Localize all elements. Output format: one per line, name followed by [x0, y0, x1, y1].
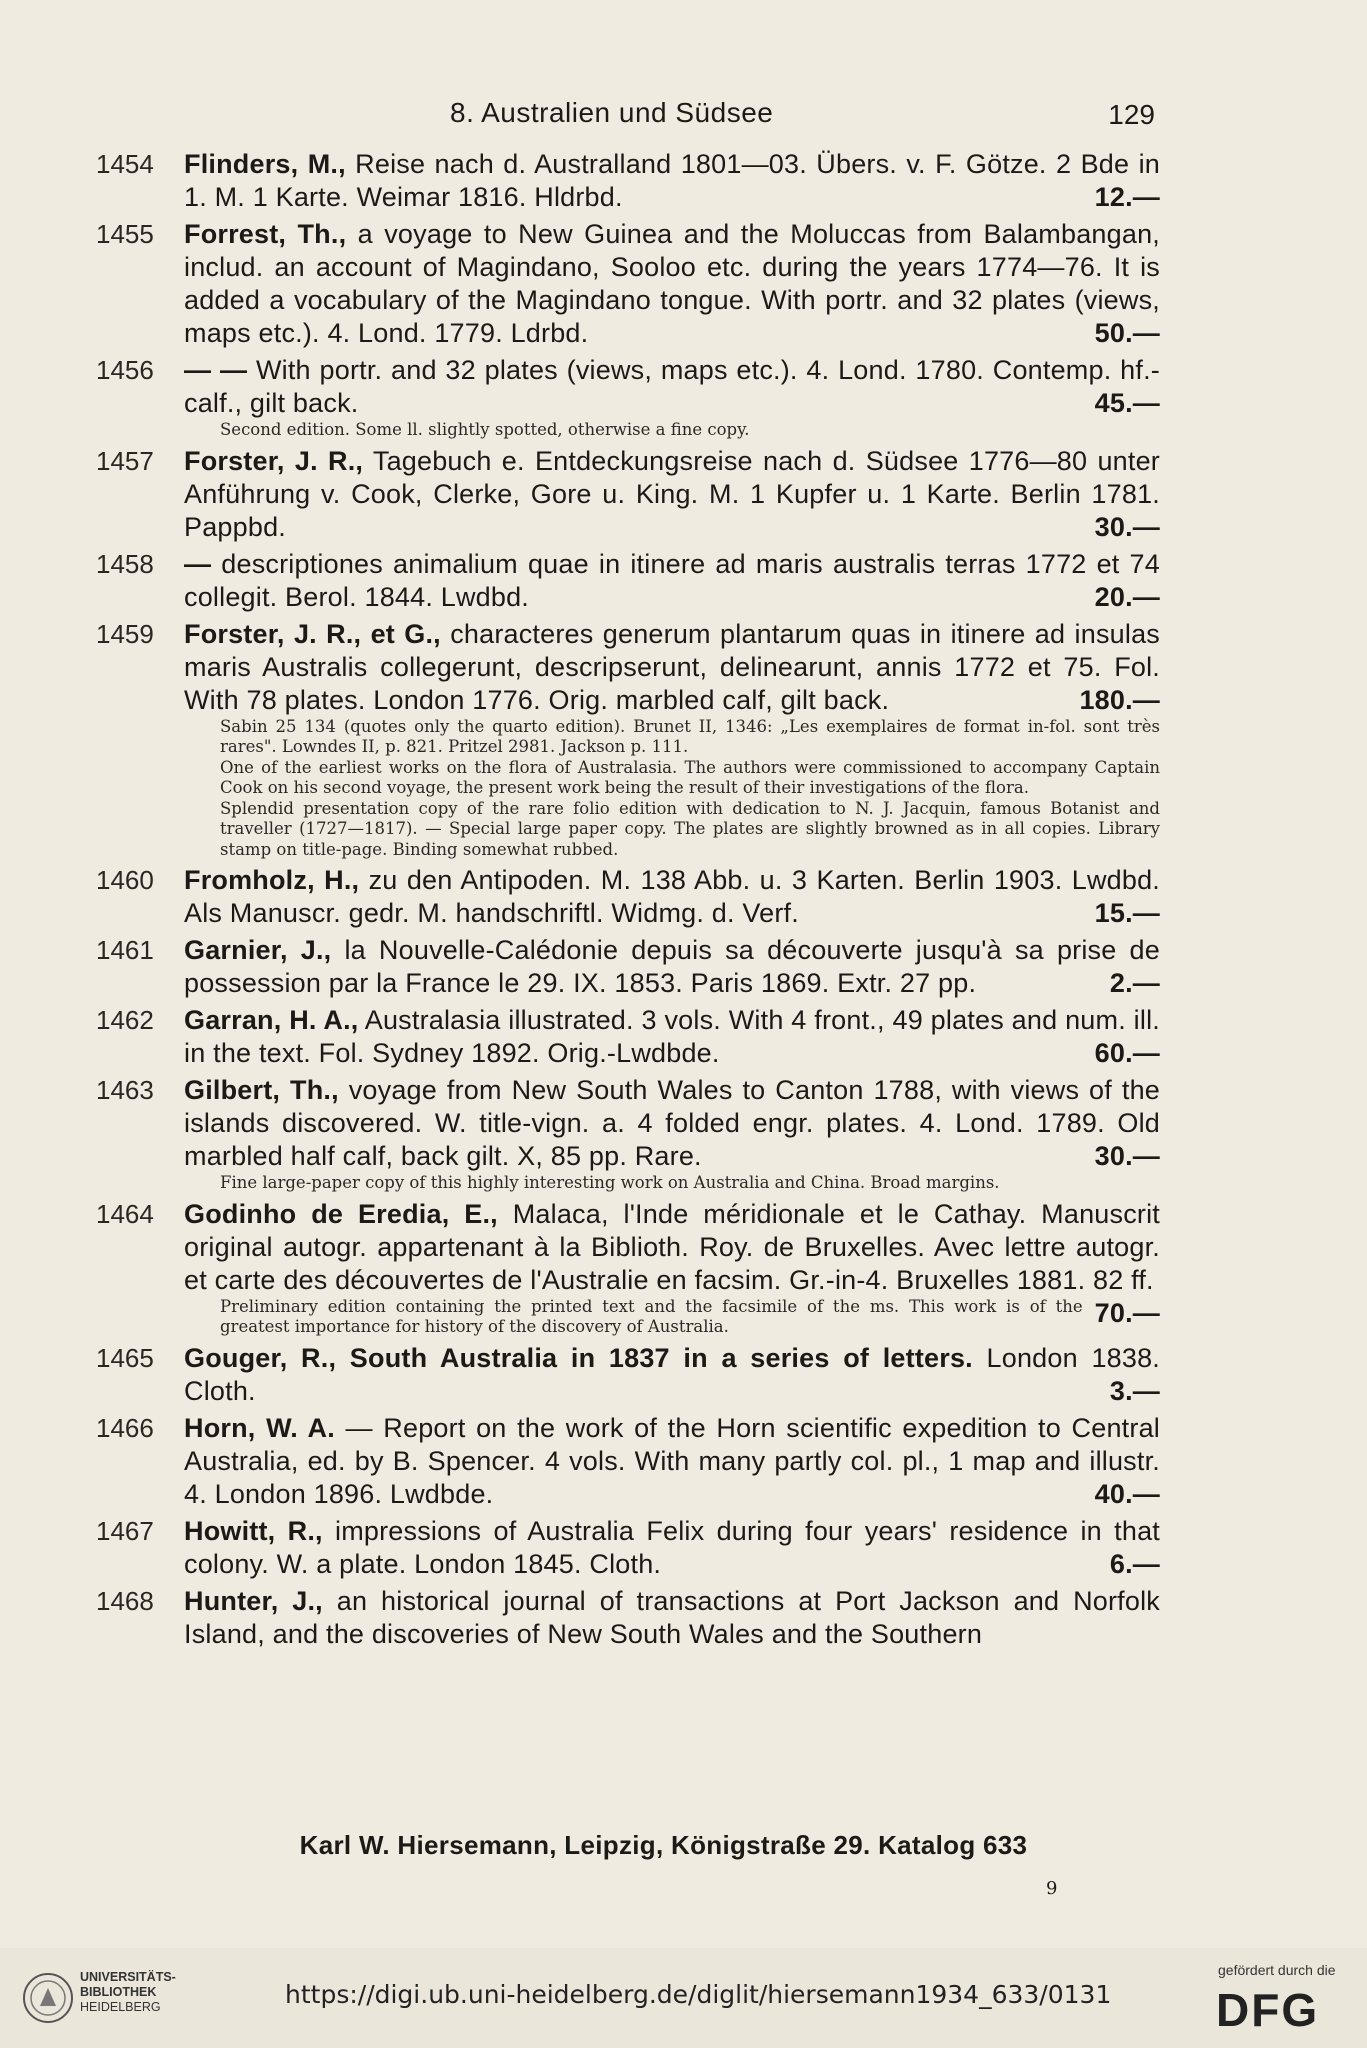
catalog-entry [96, 548, 1160, 614]
entry-author: Gouger, R., South Australia in 1837 in a series of letters. [184, 1342, 973, 1373]
entry-author: Garran, H. A., [184, 1005, 359, 1035]
institution-name[interactable] [80, 1970, 176, 2015]
catalog-entry [96, 1074, 1160, 1194]
entry-price: 40.— [1094, 1478, 1160, 1509]
entry-price: 50.— [1094, 318, 1160, 348]
entry-author: Forster, J. R., et G., [184, 618, 441, 649]
entry-description [184, 445, 1160, 544]
entry-text: London 1838. Cloth. [184, 1342, 1161, 1406]
entry-price: 2.— [1109, 968, 1160, 998]
entry-note: Second edition. Some ll. slightly spotted, otherwise a fine copy. [220, 420, 750, 439]
section-title: 8. Australien und Südsee [450, 97, 774, 128]
institution-line-2: BIBLIOTHEK [80, 1985, 157, 1999]
entry-price: 30.— [1094, 1141, 1160, 1171]
entry-text: Malaca, l'Inde méridionale et le Cathay. Manuscrit original autogr. appartenant à la Biblioth. Roy. de Bruxelles. Avec lettre autogr. et carte des découvertes de l'Australie en facsim. Gr.-in-4. Bruxelles 1881. 82 ff. [184, 1198, 1161, 1295]
entry-price: 3.— [1109, 1375, 1160, 1406]
entry-number: 1457 [96, 445, 154, 476]
catalog-entry [96, 1585, 1160, 1651]
catalog-entry [96, 1198, 1160, 1338]
institution-line-3: HEIDELBERG [80, 2000, 161, 2014]
page-number: 129 [1108, 99, 1155, 130]
entry-author: — [184, 548, 212, 579]
entry-number: 1468 [96, 1585, 154, 1616]
dfg-logo-text: DFG [1216, 1986, 1320, 2030]
entry-author: Forrest, Th., [184, 219, 347, 249]
printer-signature: 9 [1046, 1878, 1058, 1899]
entry-author: Godinho de Eredia, E., [184, 1198, 498, 1229]
catalog-entry [96, 618, 1160, 861]
entry-author: Hunter, J., [184, 1585, 323, 1616]
entry-text: zu den Antipoden. M. 138 Abb. u. 3 Karten. Berlin 1903. Lwdbd. Als Manuscr. gedr. M. handschriftl. Widmg. d. Verf. [184, 865, 1161, 928]
entry-text: characteres generum plantarum quas in itinere ad insulas maris Australis collegerunt, descripserunt, delinearunt, annis 1772 et 75. Fol. With 78 plates. London 1776. Orig. marbled calf, gilt back. [184, 618, 1160, 715]
entry-text: impressions of Australia Felix during four years' residence in that colony. W. a plate. London 1845. Cloth. [184, 1515, 1160, 1579]
entry-description [184, 354, 1160, 420]
entry-number: 1463 [96, 1075, 154, 1105]
entry-author: Howitt, R., [184, 1515, 323, 1546]
entry-number: 1455 [96, 219, 154, 249]
entry-text: Reise nach d. Australland 1801—03. Übers. v. F. Götze. 2 Bde in 1. M. 1 Karte. Weimar 1816. Hldrbd. [184, 149, 1161, 212]
entry-number: 1467 [96, 1515, 154, 1546]
entry-note: Fine large-paper copy of this highly interesting work on Australia and China. Broad margins. [220, 1173, 1000, 1192]
university-seal-icon[interactable] [22, 1972, 74, 2024]
entry-text: descriptiones animalium quae in itinere ad maris australis terras 1772 et 74 collegit. Berol. 1844. Lwdbd. [184, 548, 1160, 612]
entry-description [184, 1004, 1160, 1070]
publisher-line: Karl W. Hiersemann, Leipzig, Königstraße 29. Katalog 633 [299, 1830, 1028, 1860]
entry-description [184, 934, 1160, 1000]
entry-price: 20.— [1094, 581, 1160, 612]
entry-price: 180.— [1079, 684, 1160, 715]
entry-number: 1458 [96, 548, 154, 579]
entry-text: an historical journal of transactions at Port Jackson and Norfolk Island, and the discoveries of New South Wales and the Southern [184, 1585, 1160, 1649]
entry-price: 60.— [1094, 1038, 1160, 1068]
entry-note: One of the earliest works on the flora of Australasia. The authors were commissioned to accompany Captain Cook on his second voyage, the present work being the result of their investigations of the flora. [220, 757, 1160, 797]
entry-text: Tagebuch e. Entdeckungsreise nach d. Südsee 1776—80 unter Anführung v. Cook, Clerke, Gore u. King. M. 1 Kupfer u. 1 Karte. Berlin 1781. Pappbd. [184, 445, 1160, 542]
catalog-entry [96, 1515, 1160, 1581]
entry-note: Preliminary edition containing the printed text and the facsimile of the ms. This work is of the greatest importance for history of the discovery of Australia. [220, 1296, 1083, 1336]
entry-number: 1462 [96, 1005, 154, 1035]
entry-note: Splendid presentation copy of the rare folio edition with dedication to N. J. Jacquin, famous Botanist and traveller (1727—1817). — Special large paper copy. The plates are slightly browned as in all copies. Library stamp on title-page. Binding somewhat rubbed. [220, 798, 1160, 859]
entry-text: la Nouvelle-Calédonie depuis sa découverte jusqu'à sa prise de possession par la France le 29. IX. 1853. Paris 1869. Extr. 27 pp. [184, 935, 1160, 998]
entry-number: 1461 [96, 935, 154, 965]
funding-caption: gefördert durch die [1218, 1962, 1336, 1978]
entry-price: 15.— [1094, 898, 1160, 928]
catalog-entry [96, 1004, 1160, 1070]
entry-text: Australasia illustrated. 3 vols. With 4 front., 49 plates and num. ill. in the text. Fol. Sydney 1892. Orig.-Lwdbde. [184, 1005, 1160, 1068]
entry-number: 1456 [96, 355, 154, 385]
catalog-entry [96, 148, 1160, 214]
entry-number: 1464 [96, 1198, 154, 1229]
catalog-entry [96, 218, 1160, 350]
permalink-url[interactable]: https://digi.ub.uni-heidelberg.de/diglit/hiersemann1934_633/0131 [285, 1980, 1112, 2009]
entry-author: Fromholz, H., [184, 865, 360, 895]
entry-number: 1454 [96, 149, 154, 179]
institution-line-1: UNIVERSITÄTS- [80, 1970, 176, 1984]
entry-price: 12.— [1094, 182, 1160, 212]
entry-description [184, 148, 1160, 214]
entry-description [184, 618, 1160, 717]
entry-number: 1466 [96, 1412, 154, 1443]
entry-note: Sabin 25 134 (quotes only the quarto edition). Brunet II, 1346: „Les exemplaires de format in-fol. sont très rares". Lowndes II, p. 821. Pritzel 2981. Jackson p. 111. [220, 716, 1160, 756]
catalog-entry [96, 1412, 1160, 1511]
entry-description [184, 1412, 1160, 1511]
dfg-logo-icon[interactable] [1216, 1986, 1344, 2030]
entry-author: Garnier, J., [184, 935, 332, 965]
entry-author: Flinders, M., [184, 149, 346, 179]
entry-text: — Report on the work of the Horn scientific expedition to Central Australia, ed. by B. Spencer. 4 vols. With many partly col. pl., 1 map and illustr. 4. London 1896. Lwdbde. [184, 1412, 1160, 1509]
entry-description [184, 864, 1160, 930]
entry-text: voyage from New South Wales to Canton 1788, with views of the islands discovered. W. title-vign. a. 4 folded engr. plates. 4. Lond. 1789. Old marbled half calf, back gilt. X, 85 pp. Rare. [184, 1075, 1161, 1171]
catalog-entry [96, 864, 1160, 930]
entry-price: 6.— [1109, 1548, 1160, 1579]
entry-author: Gilbert, Th., [184, 1075, 339, 1105]
entry-number: 1460 [96, 865, 154, 895]
entry-description [184, 1585, 1160, 1651]
entry-price: 70.— [1094, 1297, 1160, 1328]
entry-number: 1459 [96, 618, 154, 649]
entry-text: With portr. and 32 plates (views, maps etc.). 4. Lond. 1780. Contemp. hf.-calf., gilt back. [184, 355, 1160, 418]
entry-description [184, 1074, 1160, 1173]
entry-author: Horn, W. A. [184, 1412, 335, 1443]
viewer-bottom-bar [0, 1948, 1367, 2048]
entry-text: a voyage to New Guinea and the Moluccas from Balambangan, includ. an account of Magindano, Sooloo etc. during the years 1774—76. It is added a vocabulary of the Magindano tongue. With portr. and 32 plates (views, maps etc.). 4. Lond. 1779. Ldrbd. [184, 219, 1160, 348]
entry-author: — — [184, 355, 248, 385]
catalog-entry [96, 934, 1160, 1000]
entry-number: 1465 [96, 1342, 154, 1373]
entry-price: 30.— [1094, 511, 1160, 542]
catalog-entries [96, 148, 1160, 1655]
entry-description [184, 218, 1160, 350]
catalog-entry [96, 445, 1160, 544]
entry-description [184, 1515, 1160, 1581]
catalog-entry [96, 354, 1160, 441]
page-footer [0, 1830, 1367, 1861]
entry-description [184, 548, 1160, 614]
entry-price: 45.— [1094, 388, 1160, 418]
entry-author: Forster, J. R., [184, 445, 364, 476]
page-header [180, 93, 1155, 137]
catalog-entry [96, 1342, 1160, 1408]
entry-description [184, 1342, 1160, 1408]
